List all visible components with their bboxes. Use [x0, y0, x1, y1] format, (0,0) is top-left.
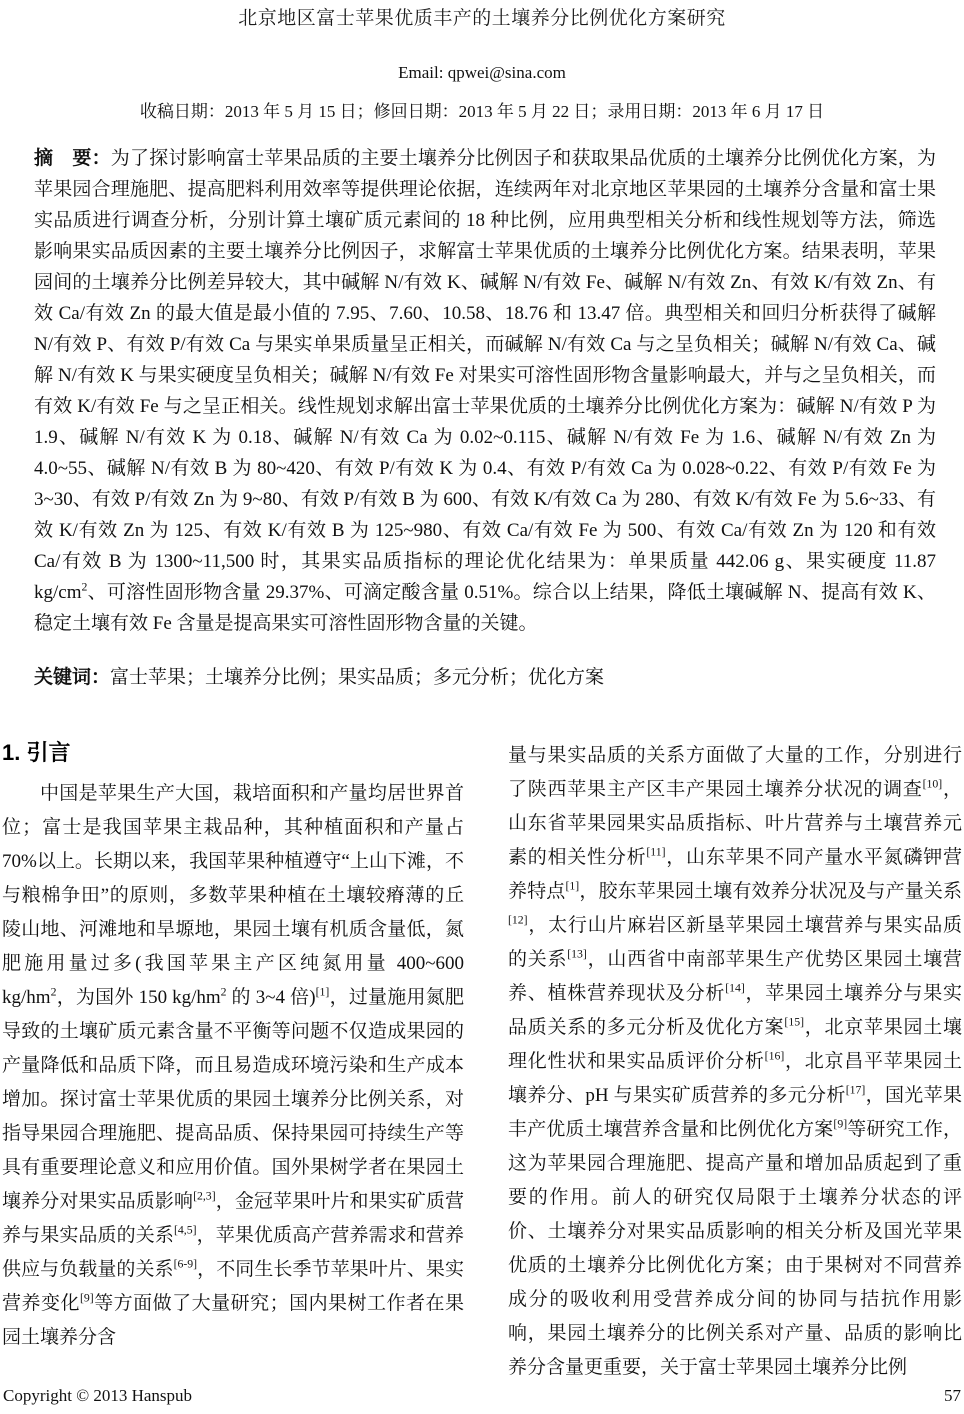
keywords-text: 富士苹果；土壤养分比例；果实品质；多元分析；优化方案 [110, 667, 605, 688]
dates-line: 收稿日期：2013 年 5 月 15 日；修回日期：2013 年 5 月 22 日；录用日期：2013 年 6 月 17 日 [139, 102, 825, 121]
section-heading-introduction: 1. 引言 [2, 740, 71, 765]
copyright-text: Copyright © 2013 Hanspub [3, 1386, 193, 1405]
page-footer [3, 1386, 961, 1406]
abstract-paragraph: 摘 要：为了探讨影响富士苹果品质的主要土壤养分比例因子和获取果品优质的土壤养分比例优化方案，为苹果园合理施肥、提高肥料利用效率等提供理论依据，连续两年对北京地区苹果园的土壤养分含量和富士果实品质进行调查分析，分别计算土壤矿质元素间的 18 种比例，应用典型相关分析和线性规划等方法，筛选影响果实品质因素的主要土壤养分比例因子，求解富士苹果优质的土壤养分比例优化方案。结果表明，苹果园间的土壤养分比例差异较大，其中碱解 N/有效 K、碱解 N/有效 Fe、碱解 N/有效 Zn、有效 K/有效 Zn、有效 Ca/有效 Zn 的最大值是最小值的 7.95、7.60、10.58、18.76 和 13.47 倍。典型相关和回归分析获得了碱解 N/有效 P、有效 P/有效 Ca 与果实单果质量呈正相关，而碱解 N/有效 Ca 与之呈负相关；碱解 N/有效 Ca、碱解 N/有效 K 与果实硬度呈负相关；碱解 N/有效 Fe 对果实可溶性固形物含量影响最大，并与之呈负相关，而有效 K/有效 Fe 与之呈正相关。线性规划求解出富士苹果优质的土壤养分比例优化方案为：碱解 N/有效 P 为 1.9、碱解 N/有效 K 为 0.18、碱解 N/有效 Ca 为 0.02~0.115、碱解 N/有效 Fe 为 1.6、碱解 N/有效 Zn 为 4.0~55、碱解 N/有效 B 为 80~420、有效 P/有效 K 为 0.4、有效 P/有效 Ca 为 0.028~0.22、有效 P/有效 Fe 为 3~30、有效 P/有效 Zn 为 9~80、有效 P/有效 B 为 600、有效 K/有效 Ca 为 280、有效 K/有效 Fe 为 5.6~33、有效 K/有效 Zn 为 125、有效 K/有效 B 为 125~980、有效 Ca/有效 Fe 为 500、有效 Ca/有效 Zn 为 120 和有效 Ca/有效 B 为 1300~11,500 时，其果实品质指标的理论优化结果为：单果质量 442.06 g、果实硬度 11.87 $kg/cm^2$、可溶性固形物含量 29.37%、可滴定酸含量 0.51%。综合以上结果，降低土壤碱解 N、提高有效 K、稳定土壤有效 Fe 含量是提高果实可溶性固形物含量的关键。 [34, 148, 936, 634]
two-column-body [0, 739, 964, 1385]
keywords-line [34, 666, 936, 690]
page-number: 57 [944, 1386, 961, 1405]
keywords-label: 关键词： [34, 667, 111, 688]
right-column [508, 739, 962, 1385]
paper-title: 北京地区富士苹果优质丰产的土壤养分比例优化方案研究 [238, 8, 726, 29]
intro-paragraph-left: 中国是苹果生产大国，栽培面积和产量均居世界首位；富士是我国苹果主栽品种，其种植面积和产量占 70%以上。长期以来，我国苹果种植遵守“上山下滩，不与粮棉争田”的原则，多数苹果种植在土壤较瘠薄的丘陵山地、河滩地和旱塬地，果园土壤有机质含量低，氮肥施用量过多(我国苹果主产区纯氮用量 400~600 $kg/hm^2$，为国外 150 $kg/hm^2$ 的 3~4 倍)[1]，过量施用氮肥导致的土壤矿质元素含量不平衡等问题不仅造成果园的产量降低和品质下降，而且易造成环境污染和生产成本增加。探讨富士苹果优质的果园土壤养分比例关系，对指导果园合理施肥、提高品质、保持果园可持续生产等具有重要理论意义和应用价值。国外果树学者在果园土壤养分对果实品质影响[2,3]，金冠苹果叶片和果实矿质营养与果实品质的关系[4,5]，苹果优质高产营养需求和营养供应与负载量的关系[6-9]，不同生长季节苹果叶片、果实营养变化[9]等方面做了大量研究；国内果树工作者在果园土壤养分含 [2, 783, 464, 1348]
email-line: Email: qpwei@sina.com [398, 63, 566, 82]
left-column [2, 739, 464, 1385]
intro-paragraph-right: 量与果实品质的关系方面做了大量的工作，分别进行了陕西苹果主产区丰产果园土壤养分状况的调查[10]，山东省苹果园果实品质指标、叶片营养与土壤营养元素的相关性分析[11]，山东苹果不同产量水平氮磷钾营养特点[1]，胶东苹果园土壤有效养分状况及与产量关系[12]，太行山片麻岩区新垦苹果园土壤营养与果实品质的关系[13]，山西省中南部苹果生产优势区果园土壤营养、植株营养现状及分析[14]，苹果园土壤养分与果实品质关系的多元分析及优化方案[15]，北京苹果园土壤理化性状和果实品质评价分析[16]，北京昌平苹果园土壤养分、pH 与果实矿质营养的多元分析[17]，国光苹果丰产优质土壤营养含量和比例优化方案[9]等研究工作，这为苹果园合理施肥、提高产量和增加品质起到了重要的作用。前人的研究仅局限于土壤养分状态的评价、土壤养分对果实品质影响的相关分析及国光苹果优质的土壤养分比例优化方案；由于果树对不同营养成分的吸收利用受营养成分间的协同与拮抗作用影响，果园土壤养分的比例关系对产量、品质的影响比养分含量更重要，关于富士苹果园土壤养分比例 [508, 745, 962, 1378]
